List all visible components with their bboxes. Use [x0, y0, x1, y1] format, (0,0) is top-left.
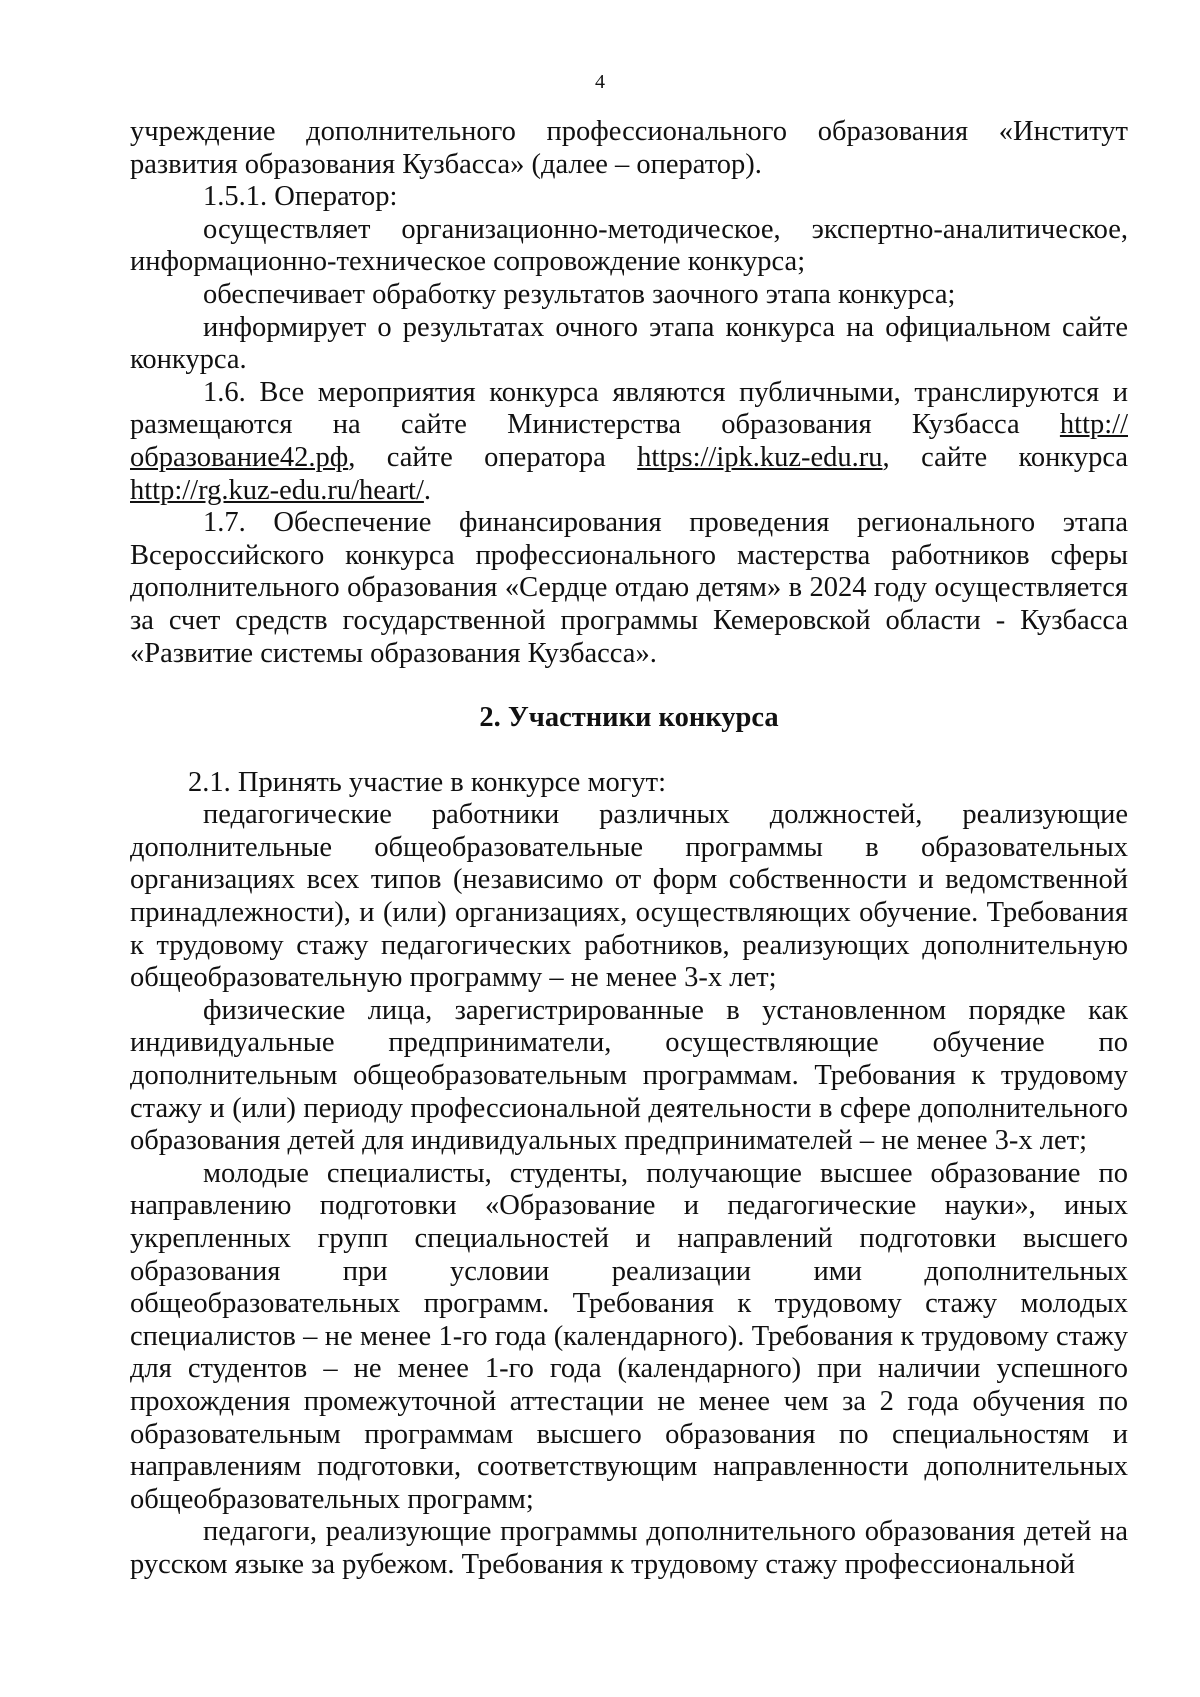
paragraph-teachers-abroad: педагоги, реализующие программы дополнительного образования детей на русском языке за рубежом. Требования к трудовому стажу профессиональной: [130, 1516, 1128, 1580]
paragraph-1-7: 1.7. Обеспечение финансирования проведения регионального этапа Всероссийского конкурса профессионального мастерства работников сферы дополнительного образования «Сердце отдаю детям» в 2024 году осуществляется за счет средств государственной программы Кемеровской области - Кузбасса «Развитие системы образования Кузбасса».: [130, 507, 1128, 669]
p16-text-before: 1.6. Все мероприятия конкурса являются публичными, транслируются и размещаются на сайте Министерства образования Кузбасса: [130, 376, 1128, 441]
page-number: 4: [595, 71, 605, 93]
link-operator-site[interactable]: https://ipk.kuz-edu.ru: [637, 441, 883, 473]
paragraph-operator-intro: учреждение дополнительного профессионального образования «Институт развития образования Кузбасса» (далее – оператор).: [130, 116, 1128, 180]
section-2-heading: 2. Участники конкурса: [479, 702, 779, 734]
paragraph-1-5-1: 1.5.1. Оператор:: [203, 181, 398, 213]
paragraph-2-1: 2.1. Принять участие в конкурсе могут:: [188, 766, 667, 798]
paragraph-1-6: [130, 377, 1128, 507]
p16-text-after: .: [423, 474, 432, 506]
paragraph-pedagogical-workers: педагогические работники различных должностей, реализующие дополнительные общеобразовательные программы в образовательных организациях всех типов (независимо от форм собственности и ведомственной принадлежности), и (или) организациях, осуществляющих обучение. Требования к трудовому стажу педагогических работников, реализующих дополнительную общеобразовательную программу – не менее 3-х лет;: [130, 799, 1128, 994]
link-ministry-site[interactable]: http://образование42.рф: [130, 409, 1128, 473]
document-body: [130, 116, 1128, 1582]
link-contest-site[interactable]: http://rg.kuz-edu.ru/heart/: [130, 474, 424, 506]
paragraph-operator-processing: обеспечивает обработку результатов заочного этапа конкурса;: [203, 278, 956, 310]
p16-text-mid1: , сайте оператора: [348, 441, 638, 473]
paragraph-operator-support: осуществляет организационно-методическое, экспертно-аналитическое, информационно-техническое сопровождение конкурса;: [130, 213, 1128, 278]
paragraph-young-specialists: молодые специалисты, студенты, получающие высшее образование по направлению подготовки «Образование и педагогические науки», иных укрепленных групп специальностей и направлений подготовки высшего образования при условии реализации ими дополнительных общеобразовательных программ. Требования к трудовому стажу молодых специалистов – не менее 1-го года (календарного). Требования к трудовому стажу для студентов – не менее 1-го года (календарного) при наличии успешного прохождения промежуточной аттестации не менее чем за 2 года обучения по образовательным программам высшего образования по специальностям и направлениям подготовки, соответствующим направленности дополнительных общеобразовательных программ;: [130, 1157, 1128, 1515]
p16-text-mid2: , сайте конкурса: [882, 441, 1129, 473]
paragraph-individual-entrepreneurs: физические лица, зарегистрированные в установленном порядке как индивидуальные предприниматели, осуществляющие обучение по дополнительным общеобразовательным программам. Требования к трудовому стажу и (или) периоду профессиональной деятельности в сфере дополнительного образования детей для индивидуальных предпринимателей – не менее 3-х лет;: [130, 994, 1128, 1157]
paragraph-operator-informs: информирует о результатах очного этапа конкурса на официальном сайте конкурса.: [130, 311, 1128, 376]
